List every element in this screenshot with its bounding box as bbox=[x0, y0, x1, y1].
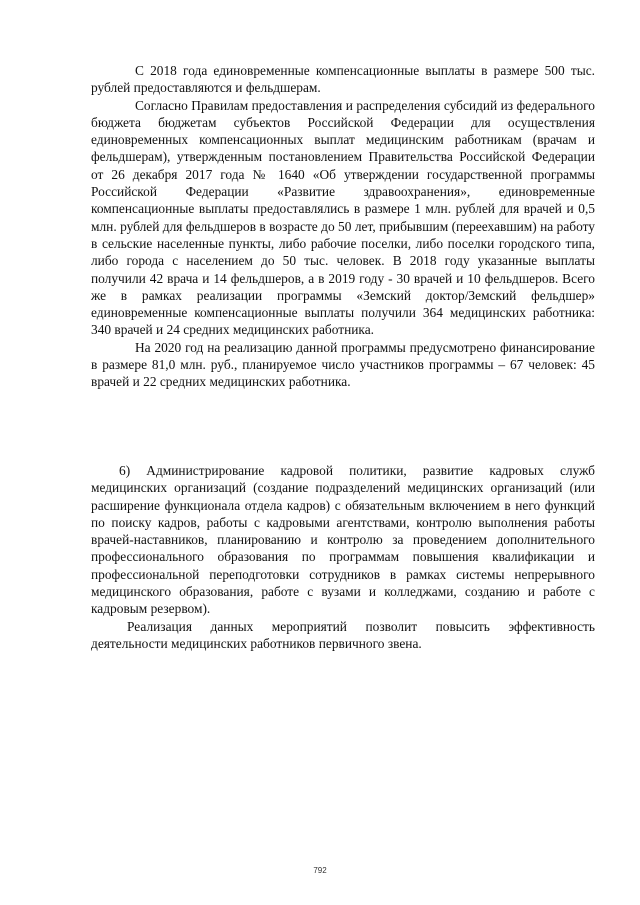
paragraph: На 2020 год на реализацию данной программы предусмотрено финансирование в размере 81,0 млн. руб., планируемое число участников программы – 67 человек: 45 врачей и 22 средних медицинских работника. bbox=[91, 339, 595, 390]
paragraph: Согласно Правилам предоставления и распределения субсидий из федерального бюджета бюджетам субъектов Российской Федерации для осуществления единовременных компенсационных выплат медицинским работникам (врачам и фельдшерам), утвержденным постановлением Правительства Российской Федерации от 26 декабря 2017 года № 1640 «Об утверждении государственной программы Российской Федерации «Развитие здравоохранения», единовременные компенсационные выплаты предоставлялись в размере 1 млн. рублей для врачей и 0,5 млн. рублей для фельдшеров в возрасте до 50 лет, прибывшим (переехавшим) на работу в сельские населенные пункты, либо рабочие поселки, либо поселки городского типа, либо города с населением до 50 тыс. человек. В 2018 году указанные выплаты получили 42 врача и 14 фельдшеров, а в 2019 году - 30 врачей и 10 фельдшеров. Всего же в рамках реализации программы «Земский доктор/Земский фельдшер» единовременные компенсационные выплаты получили 364 медицинских работника: 340 врачей и 24 средних медицинских работника. bbox=[91, 97, 595, 338]
text-section-programs bbox=[91, 62, 595, 391]
text-section-hr-policy bbox=[91, 462, 595, 652]
paragraph: С 2018 года единовременные компенсационные выплаты в размере 500 тыс. рублей предоставляются и фельдшерам. bbox=[91, 63, 595, 96]
paragraph: 6) Администрирование кадровой политики, развитие кадровых служб медицинских организаций (создание подразделений медицинских организаций (или расширение функционала отдела кадров) с обязательным включением в него функций по поиску кадров, работы с кадровыми агентствами, контролю выполнения работы врачей-наставников, планированию и контролю за проведением дополнительного профессионального образования по программам повышения квалификации и профессиональной переподготовки сотрудников в рамках системы непрерывного медицинского образования, работе с вузами и колледжами, созданию и работе с кадровым резервом). bbox=[91, 463, 595, 617]
paragraph: Реализация данных мероприятий позволит повысить эффективность деятельности медицинских работников первичного звена. bbox=[91, 618, 595, 651]
page-number: 792 bbox=[313, 866, 327, 875]
